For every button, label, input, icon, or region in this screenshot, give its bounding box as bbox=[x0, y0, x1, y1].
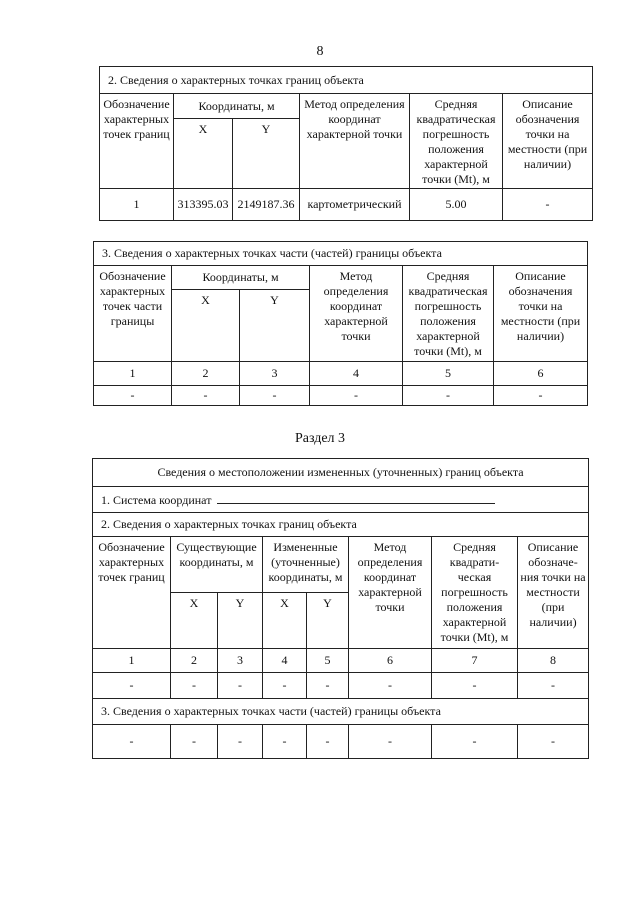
table-cell: 313395.03 bbox=[174, 189, 233, 221]
table-cell: - bbox=[172, 386, 240, 406]
table3-points-title: 2. Сведения о характерных точках границ объекта bbox=[93, 513, 589, 537]
table1-header-y: Y bbox=[233, 119, 300, 189]
table3-parts-title: 3. Сведения о характерных точках части (частей) границы объекта bbox=[93, 699, 589, 725]
column-number: 7 bbox=[432, 649, 518, 673]
coordinate-system-row bbox=[93, 487, 589, 513]
table2-header-error: Средняя квадратическая погрешность положения характерной точки (Mt), м bbox=[403, 266, 494, 362]
table-cell: - bbox=[240, 386, 310, 406]
table1-header-x: X bbox=[174, 119, 233, 189]
table3-title: Сведения о местоположении измененных (уточненных) границ объекта bbox=[93, 459, 589, 487]
table3-header-description: Описание обозначе-ния точки на местности (при наличии) bbox=[518, 537, 589, 649]
table2-header-y: Y bbox=[240, 290, 310, 362]
table3-header-changed: Измененные (уточненные) координаты, м bbox=[263, 537, 349, 593]
table2-header-coords: Координаты, м bbox=[172, 266, 310, 290]
part-boundary-points-table bbox=[93, 241, 588, 406]
table-cell: - bbox=[349, 725, 432, 759]
table-cell: - bbox=[307, 725, 349, 759]
column-number: 1 bbox=[94, 362, 172, 386]
table2-header-x: X bbox=[172, 290, 240, 362]
table-cell: - bbox=[263, 725, 307, 759]
column-number: 6 bbox=[494, 362, 588, 386]
table-cell: - bbox=[494, 386, 588, 406]
table-cell: - bbox=[171, 673, 218, 699]
section-heading: Раздел 3 bbox=[294, 431, 346, 446]
table-cell: - bbox=[94, 386, 172, 406]
boundary-points-table bbox=[99, 66, 593, 221]
table-cell: - bbox=[503, 189, 593, 221]
table2-header-designation: Обозначение характерных точек части границы bbox=[94, 266, 172, 362]
column-number: 1 bbox=[93, 649, 171, 673]
table-cell: - bbox=[518, 673, 589, 699]
table3-header-changed-x: X bbox=[263, 593, 307, 649]
table3-header-existing-x: X bbox=[171, 593, 218, 649]
column-number: 2 bbox=[171, 649, 218, 673]
column-number: 8 bbox=[518, 649, 589, 673]
table3-header-error: Средняя квадрати-ческая погрешность положения характерной точки (Mt), м bbox=[432, 537, 518, 649]
table-cell: 5.00 bbox=[410, 189, 503, 221]
table-cell: - bbox=[171, 725, 218, 759]
table2-header-description: Описание обозначения точки на местности (при наличии) bbox=[494, 266, 588, 362]
column-number: 5 bbox=[307, 649, 349, 673]
table3-header-designation: Обозначение характерных точек границ bbox=[93, 537, 171, 649]
table3-header-existing: Существующие координаты, м bbox=[171, 537, 263, 593]
table3-header-existing-y: Y bbox=[218, 593, 263, 649]
table3-header-method: Метод определения координат характерной точки bbox=[349, 537, 432, 649]
table-cell: - bbox=[93, 673, 171, 699]
column-number: 3 bbox=[218, 649, 263, 673]
table-cell: - bbox=[218, 673, 263, 699]
table-cell: 2149187.36 bbox=[233, 189, 300, 221]
table-cell: - bbox=[403, 386, 494, 406]
page-number: 8 bbox=[316, 44, 324, 59]
table-cell: - bbox=[349, 673, 432, 699]
table-cell: картометрический bbox=[300, 189, 410, 221]
table-cell: - bbox=[432, 673, 518, 699]
table1-title: 2. Сведения о характерных точках границ объекта bbox=[100, 67, 593, 94]
column-number: 6 bbox=[349, 649, 432, 673]
table-cell: - bbox=[307, 673, 349, 699]
column-number: 5 bbox=[403, 362, 494, 386]
column-number: 4 bbox=[310, 362, 403, 386]
column-number: 4 bbox=[263, 649, 307, 673]
table1-header-coords: Координаты, м bbox=[174, 94, 300, 119]
table1-header-designation: Обозначение характерных точек границ bbox=[100, 94, 174, 189]
table-cell: - bbox=[218, 725, 263, 759]
table2-header-method: Метод определения координат характерной точки bbox=[310, 266, 403, 362]
coordinate-system-field bbox=[217, 491, 495, 504]
table3-header-changed-y: Y bbox=[307, 593, 349, 649]
table-cell: - bbox=[263, 673, 307, 699]
changed-boundaries-table bbox=[92, 458, 589, 759]
column-number: 3 bbox=[240, 362, 310, 386]
table1-header-error: Средняя квадратическая погрешность положения характерной точки (Mt), м bbox=[410, 94, 503, 189]
table1-header-description: Описание обозначения точки на местности (при наличии) bbox=[503, 94, 593, 189]
table-cell: - bbox=[518, 725, 589, 759]
table2-title: 3. Сведения о характерных точках части (частей) границы объекта bbox=[94, 242, 588, 266]
table-cell: - bbox=[310, 386, 403, 406]
table-cell: - bbox=[432, 725, 518, 759]
coordinate-system-label: 1. Система координат bbox=[101, 493, 212, 507]
table-cell: - bbox=[93, 725, 171, 759]
table-cell: 1 bbox=[100, 189, 174, 221]
table1-header-method: Метод определения координат характерной точки bbox=[300, 94, 410, 189]
column-number: 2 bbox=[172, 362, 240, 386]
